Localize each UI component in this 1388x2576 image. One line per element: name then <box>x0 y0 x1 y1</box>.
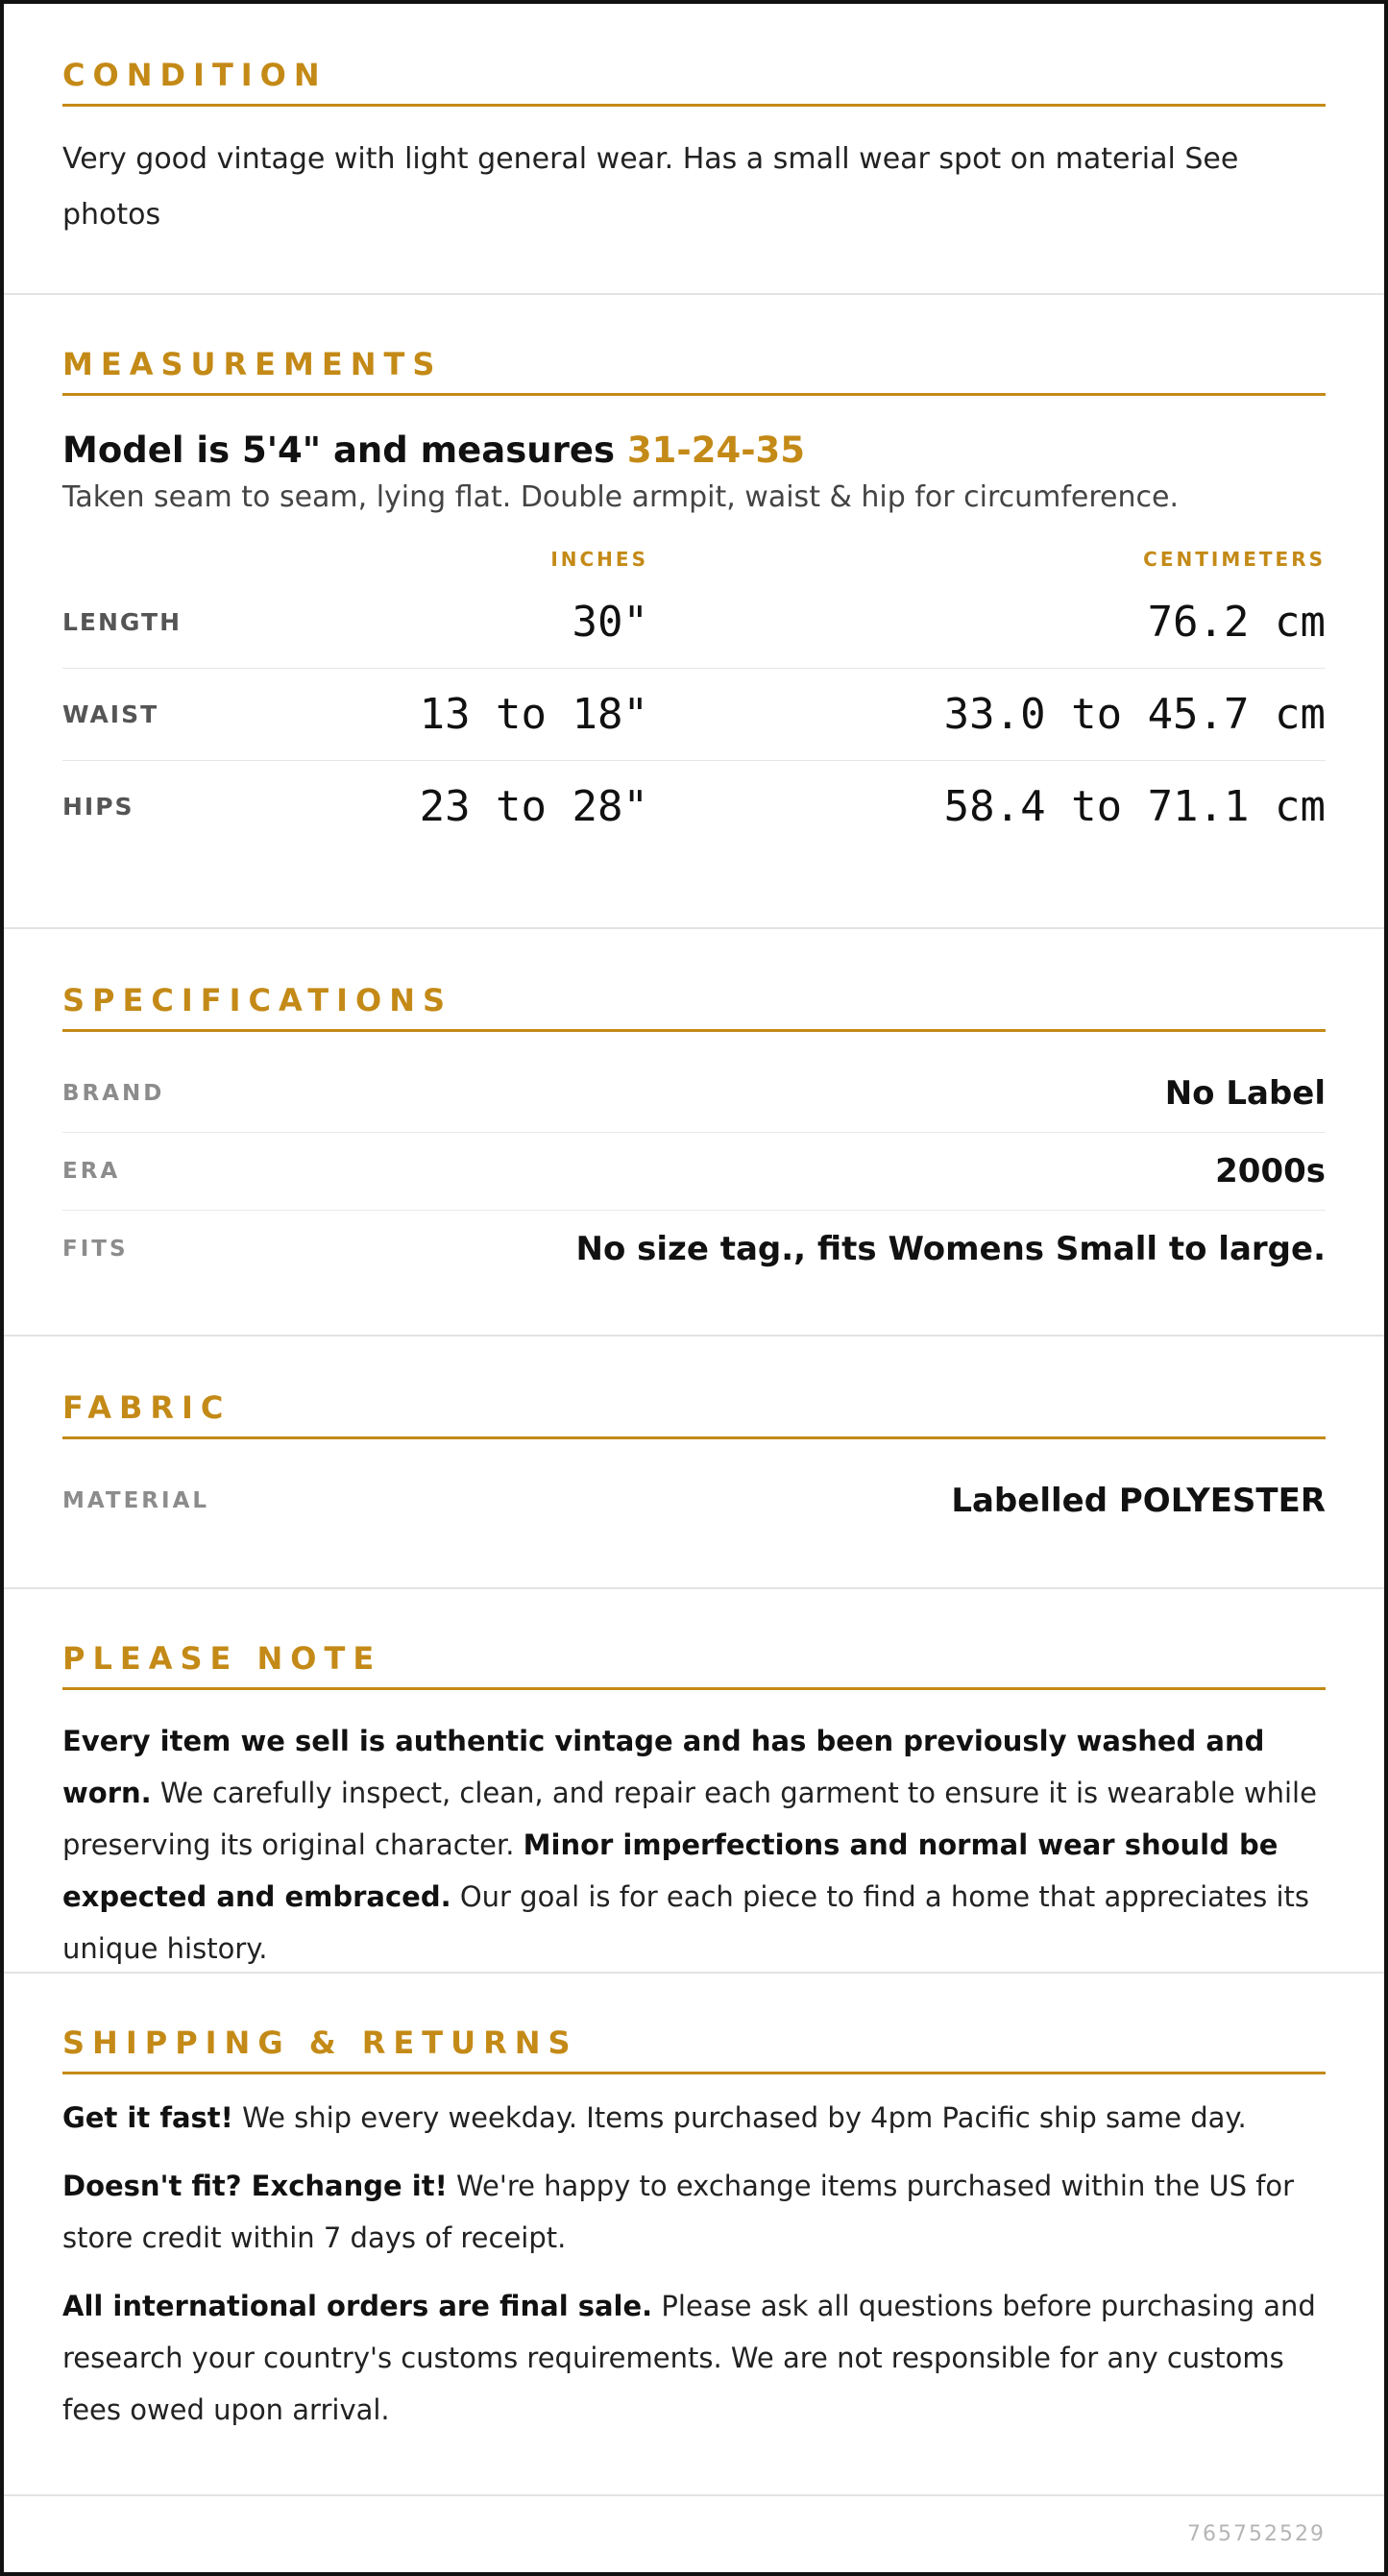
spec-value: No Label <box>1164 1074 1326 1113</box>
measurement-cm: 76.2 cm <box>1147 598 1326 647</box>
please-note-section <box>4 1589 1384 1974</box>
fabric-key: MATERIAL <box>62 1488 210 1513</box>
shipping-bold-1: Get it fast! <box>62 2101 233 2134</box>
shipping-text-2: We're happy to exchange items purchased within the US for store credit within 7 days of receipt. <box>62 2170 1295 2254</box>
measurement-label: LENGTH <box>62 608 182 636</box>
specifications-section <box>4 929 1384 1337</box>
spec-value: No size tag., fits Womens Small to large. <box>575 1230 1326 1268</box>
shipping-text-3: Please ask all questions before purchasing and research your country's customs requirements. We are not responsible for any customs fees owed upon arrival. <box>62 2290 1316 2426</box>
spec-key: BRAND <box>62 1081 165 1106</box>
measurement-cm: 58.4 to 71.1 cm <box>943 782 1326 831</box>
fabric-value: Labelled POLYESTER <box>951 1482 1326 1520</box>
measurements-section <box>4 295 1384 929</box>
note-text-1: We carefully inspect, clean, and repair each garment to ensure it is wearable while preserving its original character. <box>62 1777 1317 1861</box>
measurement-label: WAIST <box>62 700 159 728</box>
condition-section <box>4 4 1384 295</box>
spec-row-brand <box>62 1055 1326 1133</box>
condition-text: Very good vintage with light general wear. Has a small wear spot on material See photos <box>62 142 1239 232</box>
header-spacer <box>62 548 312 577</box>
specifications-title: SPECIFICATIONS <box>62 981 1326 1032</box>
measurement-cm: 33.0 to 45.7 cm <box>943 690 1326 739</box>
measurements-subtitle: Taken seam to seam, lying flat. Double armpit, waist & hip for circumference. <box>62 480 1180 514</box>
model-measures-value: 31-24-35 <box>626 429 806 471</box>
measurements-table-header <box>62 548 1326 577</box>
measurement-row-length <box>62 577 1326 669</box>
note-bold-1: Every item we sell is authentic vintage and has been previously washed and worn. <box>62 1725 1265 1809</box>
spec-row-era <box>62 1133 1326 1211</box>
header-inches: INCHES <box>550 548 648 571</box>
spec-row-fits <box>62 1211 1326 1288</box>
specifications-list <box>62 1055 1326 1288</box>
header-centimeters: CENTIMETERS <box>1143 548 1326 571</box>
fabric-row-material <box>62 1462 1326 1539</box>
measurement-inches: 23 to 28" <box>419 782 648 831</box>
fabric-title: FABRIC <box>62 1388 1326 1439</box>
fabric-list <box>62 1462 1326 1539</box>
shipping-paragraph-exchange <box>62 2160 1326 2264</box>
product-id: 765752529 <box>1187 2522 1326 2546</box>
spec-key: ERA <box>62 1159 121 1184</box>
measurements-title: MEASUREMENTS <box>62 345 1326 396</box>
please-note-text <box>62 1715 1326 1975</box>
product-id-footer <box>4 2496 1384 2573</box>
shipping-returns-title: SHIPPING & RETURNS <box>62 2024 1326 2074</box>
shipping-bold-3: All international orders are final sale. <box>62 2290 653 2322</box>
model-prefix: Model is 5'4" and measures <box>62 429 627 471</box>
note-bold-2: Minor imperfections and normal wear should be expected and embraced. <box>62 1828 1278 1913</box>
shipping-bold-2: Doesn't fit? Exchange it! <box>62 2170 448 2202</box>
please-note-title: PLEASE NOTE <box>62 1639 1326 1690</box>
fabric-section <box>4 1337 1384 1589</box>
shipping-paragraph-fast <box>62 2092 1326 2144</box>
spec-value: 2000s <box>1215 1152 1326 1190</box>
measurement-row-hips <box>62 761 1326 852</box>
spec-key: FITS <box>62 1237 129 1262</box>
measurement-inches: 13 to 18" <box>419 690 648 739</box>
shipping-text-1: We ship every weekday. Items purchased by 4pm Pacific ship same day. <box>232 2101 1247 2134</box>
note-text-2: Our goal is for each piece to find a home that appreciates its unique history. <box>62 1880 1310 1965</box>
shipping-paragraph-international <box>62 2280 1326 2436</box>
measurement-row-waist <box>62 669 1326 761</box>
condition-title: CONDITION <box>62 56 1326 107</box>
measurement-label: HIPS <box>62 793 134 821</box>
shipping-returns-section <box>4 1974 1384 2496</box>
model-measurements <box>62 429 1326 473</box>
measurements-table <box>62 577 1326 852</box>
measurement-inches: 30" <box>572 598 648 647</box>
